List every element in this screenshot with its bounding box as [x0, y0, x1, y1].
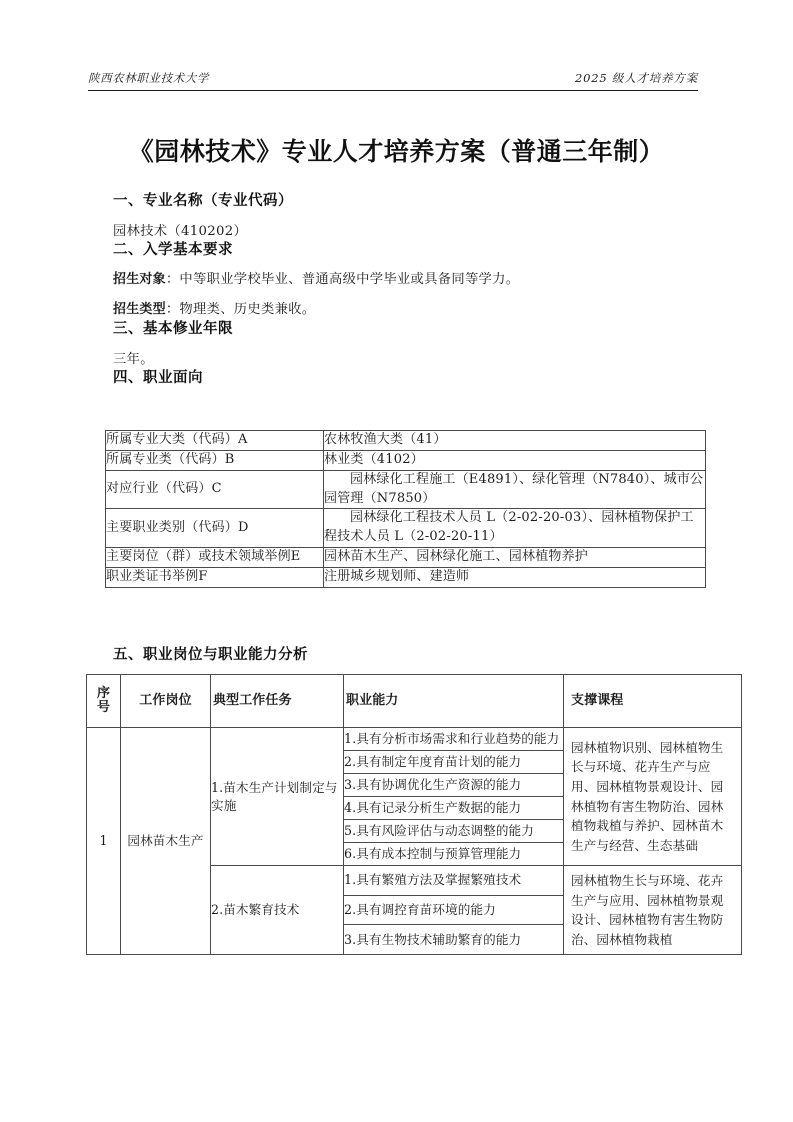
column-header-post: 工作岗位: [121, 675, 211, 728]
admission-target-value: ：中等职业学校毕业、普通高级中学毕业或具备同等学力。: [165, 272, 520, 288]
ability-item: 5.具有风险评估与动态调整的能力: [344, 820, 564, 843]
admission-type: [113, 300, 706, 320]
orientation-value: 园林苗木生产、园林绿化施工、园林植物养护: [324, 548, 706, 568]
running-header: [88, 70, 698, 91]
section-heading-3: 三、基本修业年限: [113, 321, 233, 338]
orientation-value: 注册城乡规划师、建造师: [324, 567, 706, 587]
ability-item: 4.具有记录分析生产数据的能力: [344, 797, 564, 820]
column-header-no-line1: 序: [96, 685, 111, 701]
ability-item: 2.具有调控育苗环境的能力: [344, 895, 564, 925]
job-ability-body: [87, 675, 742, 955]
table-header-row: [87, 675, 742, 728]
typical-task: 1.苗木生产计划制定与实施: [211, 728, 344, 866]
table-row: [106, 548, 706, 568]
admission-type-label: 招生类型: [113, 302, 166, 318]
typical-task: 2.苗木繁育技术: [211, 866, 344, 955]
job-ability-table: [86, 674, 742, 955]
career-orientation-body: [106, 431, 706, 588]
section-heading-1: 一、专业名称（专业代码）: [113, 193, 293, 209]
orientation-key: 主要职业类别（代码）D: [106, 509, 324, 548]
section-heading-5: 五、职业岗位与职业能力分析: [113, 647, 308, 663]
admission-target: [113, 270, 706, 290]
ability-item: 1.具有分析市场需求和行业趋势的能力: [344, 728, 564, 751]
admission-type-value: ：物理类、历史类兼收。: [165, 302, 316, 318]
orientation-key: 对应行业（代码）C: [106, 470, 324, 509]
work-post: 园林苗木生产: [121, 728, 211, 955]
supporting-courses: 园林植物识别、园林植物生长与环境、花卉生产与应用、园林植物景观设计、园林植物有害生物防治、园林植物栽植与养护、园林苗木生产与经营、生态基础: [564, 728, 742, 866]
column-header-ability: 职业能力: [344, 675, 564, 728]
table-row: [106, 450, 706, 470]
orientation-value: 林业类（4102）: [324, 450, 706, 470]
ability-item: 6.具有成本控制与预算管理能力: [344, 843, 564, 866]
orientation-value: 园林绿化工程技术人员 L（2-02-20-03）、园林植物保护工程技术人员 L（2-02-20-11）: [324, 509, 706, 548]
table-row: [106, 509, 706, 548]
orientation-value: 农林牧渔大类（41）: [324, 431, 706, 451]
orientation-key: 所属专业类（代码）B: [106, 450, 324, 470]
orientation-value: 园林绿化工程施工（E4891）、绿化管理（N7840）、城市公园管理（N7850）: [324, 470, 706, 509]
column-header-task: 典型工作任务: [211, 675, 344, 728]
ability-item: 1.具有繁殖方法及掌握繁殖技术: [344, 866, 564, 896]
header-institution: 陕西农林职业技术大学: [88, 71, 209, 85]
page-title: 《园林技术》专业人才培养方案（普通三年制）: [128, 137, 665, 166]
study-duration: 三年。: [113, 351, 154, 367]
ability-item: 2.具有制定年度育苗计划的能力: [344, 751, 564, 774]
major-name-code: 园林技术（410202）: [113, 223, 248, 239]
orientation-key: 主要岗位（群）或技术领域举例E: [106, 548, 324, 568]
section-heading-4: 四、职业面向: [113, 369, 203, 386]
supporting-courses: 园林植物生长与环境、花卉生产与应用、园林植物景观设计、园林植物有害生物防治、园林植物栽植: [564, 866, 742, 955]
table-row: [87, 728, 742, 751]
ability-item: 3.具有协调优化生产资源的能力: [344, 774, 564, 797]
section-heading-2: 二、入学基本要求: [113, 241, 233, 258]
column-header-no: [87, 675, 121, 728]
orientation-key: 职业类证书举例F: [106, 567, 324, 587]
row-number: 1: [87, 728, 121, 955]
career-orientation-table: [105, 430, 706, 588]
table-row: [106, 470, 706, 509]
ability-item: 3.具有生物技术辅助繁育的能力: [344, 925, 564, 955]
admission-target-label: 招生对象: [113, 272, 166, 288]
table-row: [106, 567, 706, 587]
column-header-no-line2: 号: [96, 700, 111, 715]
document-body: [113, 192, 706, 388]
header-program-year: 2025 级人才培养方案: [574, 71, 698, 85]
table-row: [106, 431, 706, 451]
orientation-key: 所属专业大类（代码）A: [106, 431, 324, 451]
column-header-course: 支撑课程: [564, 675, 742, 728]
